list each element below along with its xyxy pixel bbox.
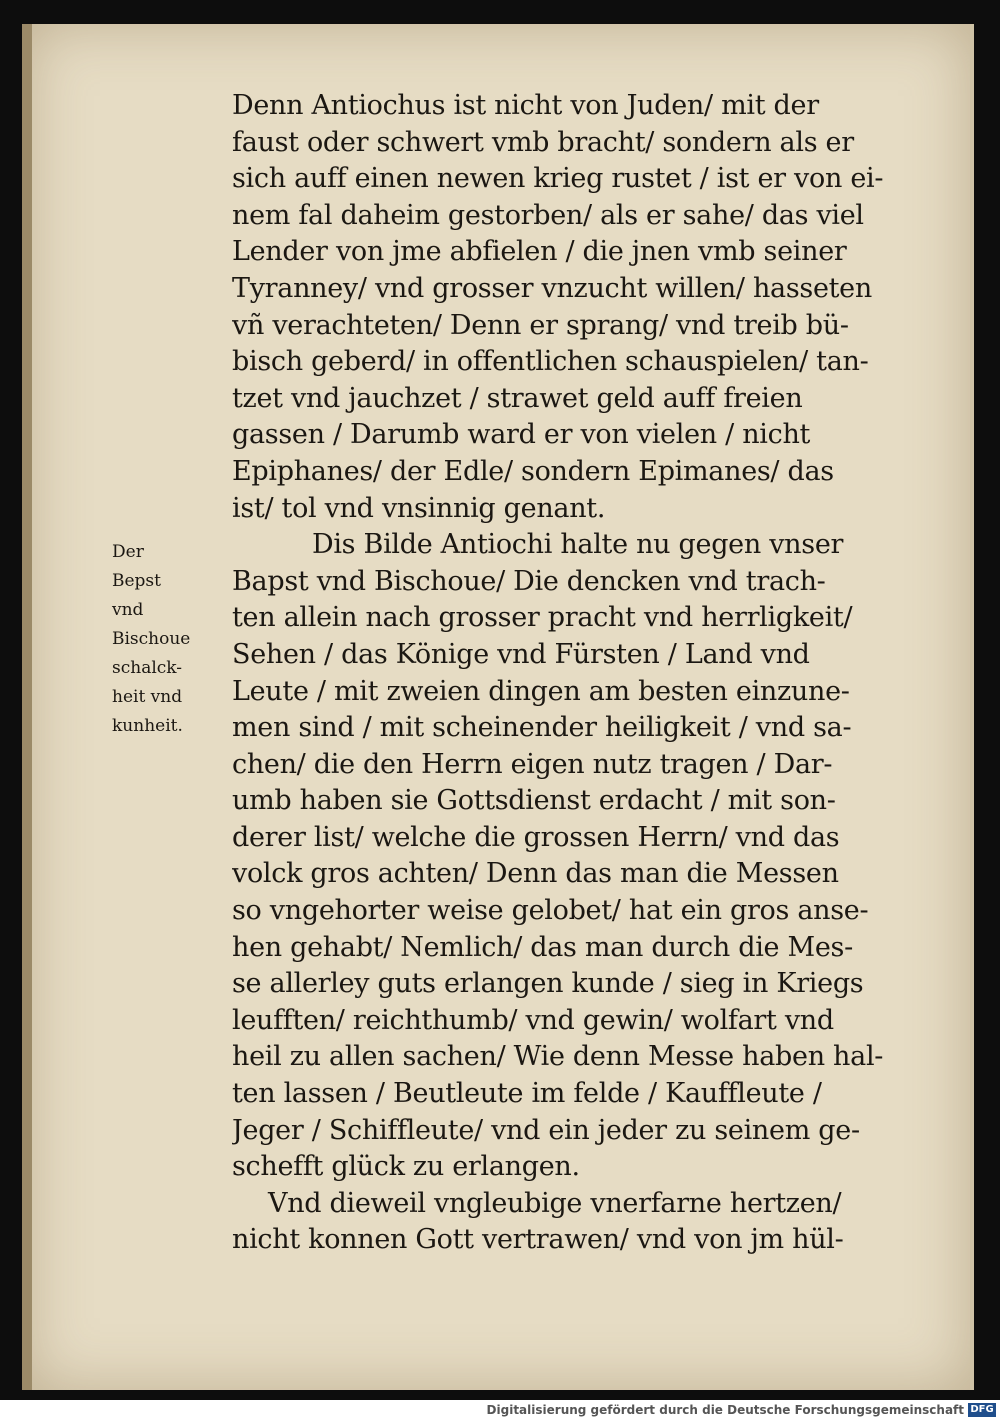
text-line: bisch geberd/ in offentlichen schauspielen/ tan- — [232, 346, 869, 378]
text-line: volck gros achten/ Denn das man die Messen — [232, 858, 839, 890]
marginal-note-line: Bepst — [112, 571, 161, 591]
footer-bar — [0, 1400, 1000, 1421]
text-line: sich auff einen newen krieg rustet / ist er von ei- — [232, 163, 884, 195]
text-line: se allerley guts erlangen kunde / sieg in Kriegs — [232, 968, 864, 1000]
marginal-note-line: schalck- — [112, 658, 183, 678]
body-text — [232, 88, 912, 1259]
text-line: Sehen / das Könige vnd Fürsten / Land vnd — [232, 638, 810, 670]
marginal-note — [112, 538, 222, 741]
text-line: ten lassen / Beutleute im felde / Kauffleute / — [232, 1078, 822, 1110]
text-line: Tyranney/ vnd grosser vnzucht willen/ hasseten — [232, 272, 872, 304]
text-line: Denn Antiochus ist nicht von Juden/ mit der — [232, 90, 819, 121]
text-line: so vngehorter weise gelobet/ hat ein gros anse- — [232, 895, 869, 927]
text-line: gassen / Darumb ward er von vielen / nicht — [232, 419, 811, 451]
text-line: faust oder schwert vmb bracht/ sondern als er — [232, 126, 854, 158]
marginal-note-line: heit vnd — [112, 687, 183, 707]
text-line: vñ verachteten/ Denn er sprang/ vnd treib bü- — [232, 309, 849, 341]
text-line: heil zu allen sachen/ Wie denn Messe haben hal- — [232, 1041, 884, 1073]
text-line: hen gehabt/ Nemlich/ das man durch die Mes- — [232, 931, 853, 963]
text-line: schefft glück zu erlangen. — [232, 1151, 580, 1183]
text-line: men sind / mit scheinender heiligkeit / vnd sa- — [232, 712, 852, 744]
text-line: derer list/ welche die grossen Herrn/ vnd das — [232, 821, 840, 853]
text-line: leufften/ reichthumb/ vnd gewin/ wolfart vnd — [232, 1004, 834, 1036]
text-line: Dis Bilde Antiochi halte nu gegen vnser — [312, 529, 844, 561]
marginal-note-line: kunheit. — [112, 716, 183, 736]
text-line: chen/ die den Herrn eigen nutz tragen / Dar- — [232, 748, 833, 780]
marginal-note-line: Bischoue — [112, 629, 191, 649]
marginal-note-line: vnd — [112, 600, 144, 620]
text-line: Lender von jme abfielen / die jnen vmb seiner — [232, 236, 847, 268]
text-line: Epiphanes/ der Edle/ sondern Epimanes/ das — [232, 455, 834, 487]
text-line: nicht konnen Gott vertrawen/ vnd von jm hül- — [232, 1224, 844, 1256]
text-line: Leute / mit zweien dingen am besten einzune- — [232, 675, 850, 707]
text-line: Jeger / Schiffleute/ vnd ein jeder zu seinem ge- — [232, 1114, 860, 1146]
text-line: Bapst vnd Bischoue/ Die dencken vnd trach- — [232, 565, 826, 597]
page-binding-edge — [22, 24, 32, 1390]
text-line: tzet vnd jauchzet / strawet geld auff freien — [232, 382, 803, 414]
text-line: nem fal daheim gestorben/ als er sahe/ das viel — [232, 199, 864, 231]
dfg-logo: DFG — [968, 1403, 996, 1417]
text-line: ist/ tol vnd vnsinnig genant. — [232, 492, 606, 524]
marginal-note-line: Der — [112, 542, 144, 562]
text-line: ten allein nach grosser pracht vnd herrligkeit/ — [232, 602, 853, 634]
text-line: umb haben sie Gottsdienst erdacht / mit son- — [232, 785, 836, 817]
text-line: Vnd dieweil vngleubige vnerfarne hertzen/ — [268, 1187, 842, 1219]
funding-credit: Digitalisierung gefördert durch die Deutsche Forschungsgemeinschaft — [486, 1403, 964, 1417]
